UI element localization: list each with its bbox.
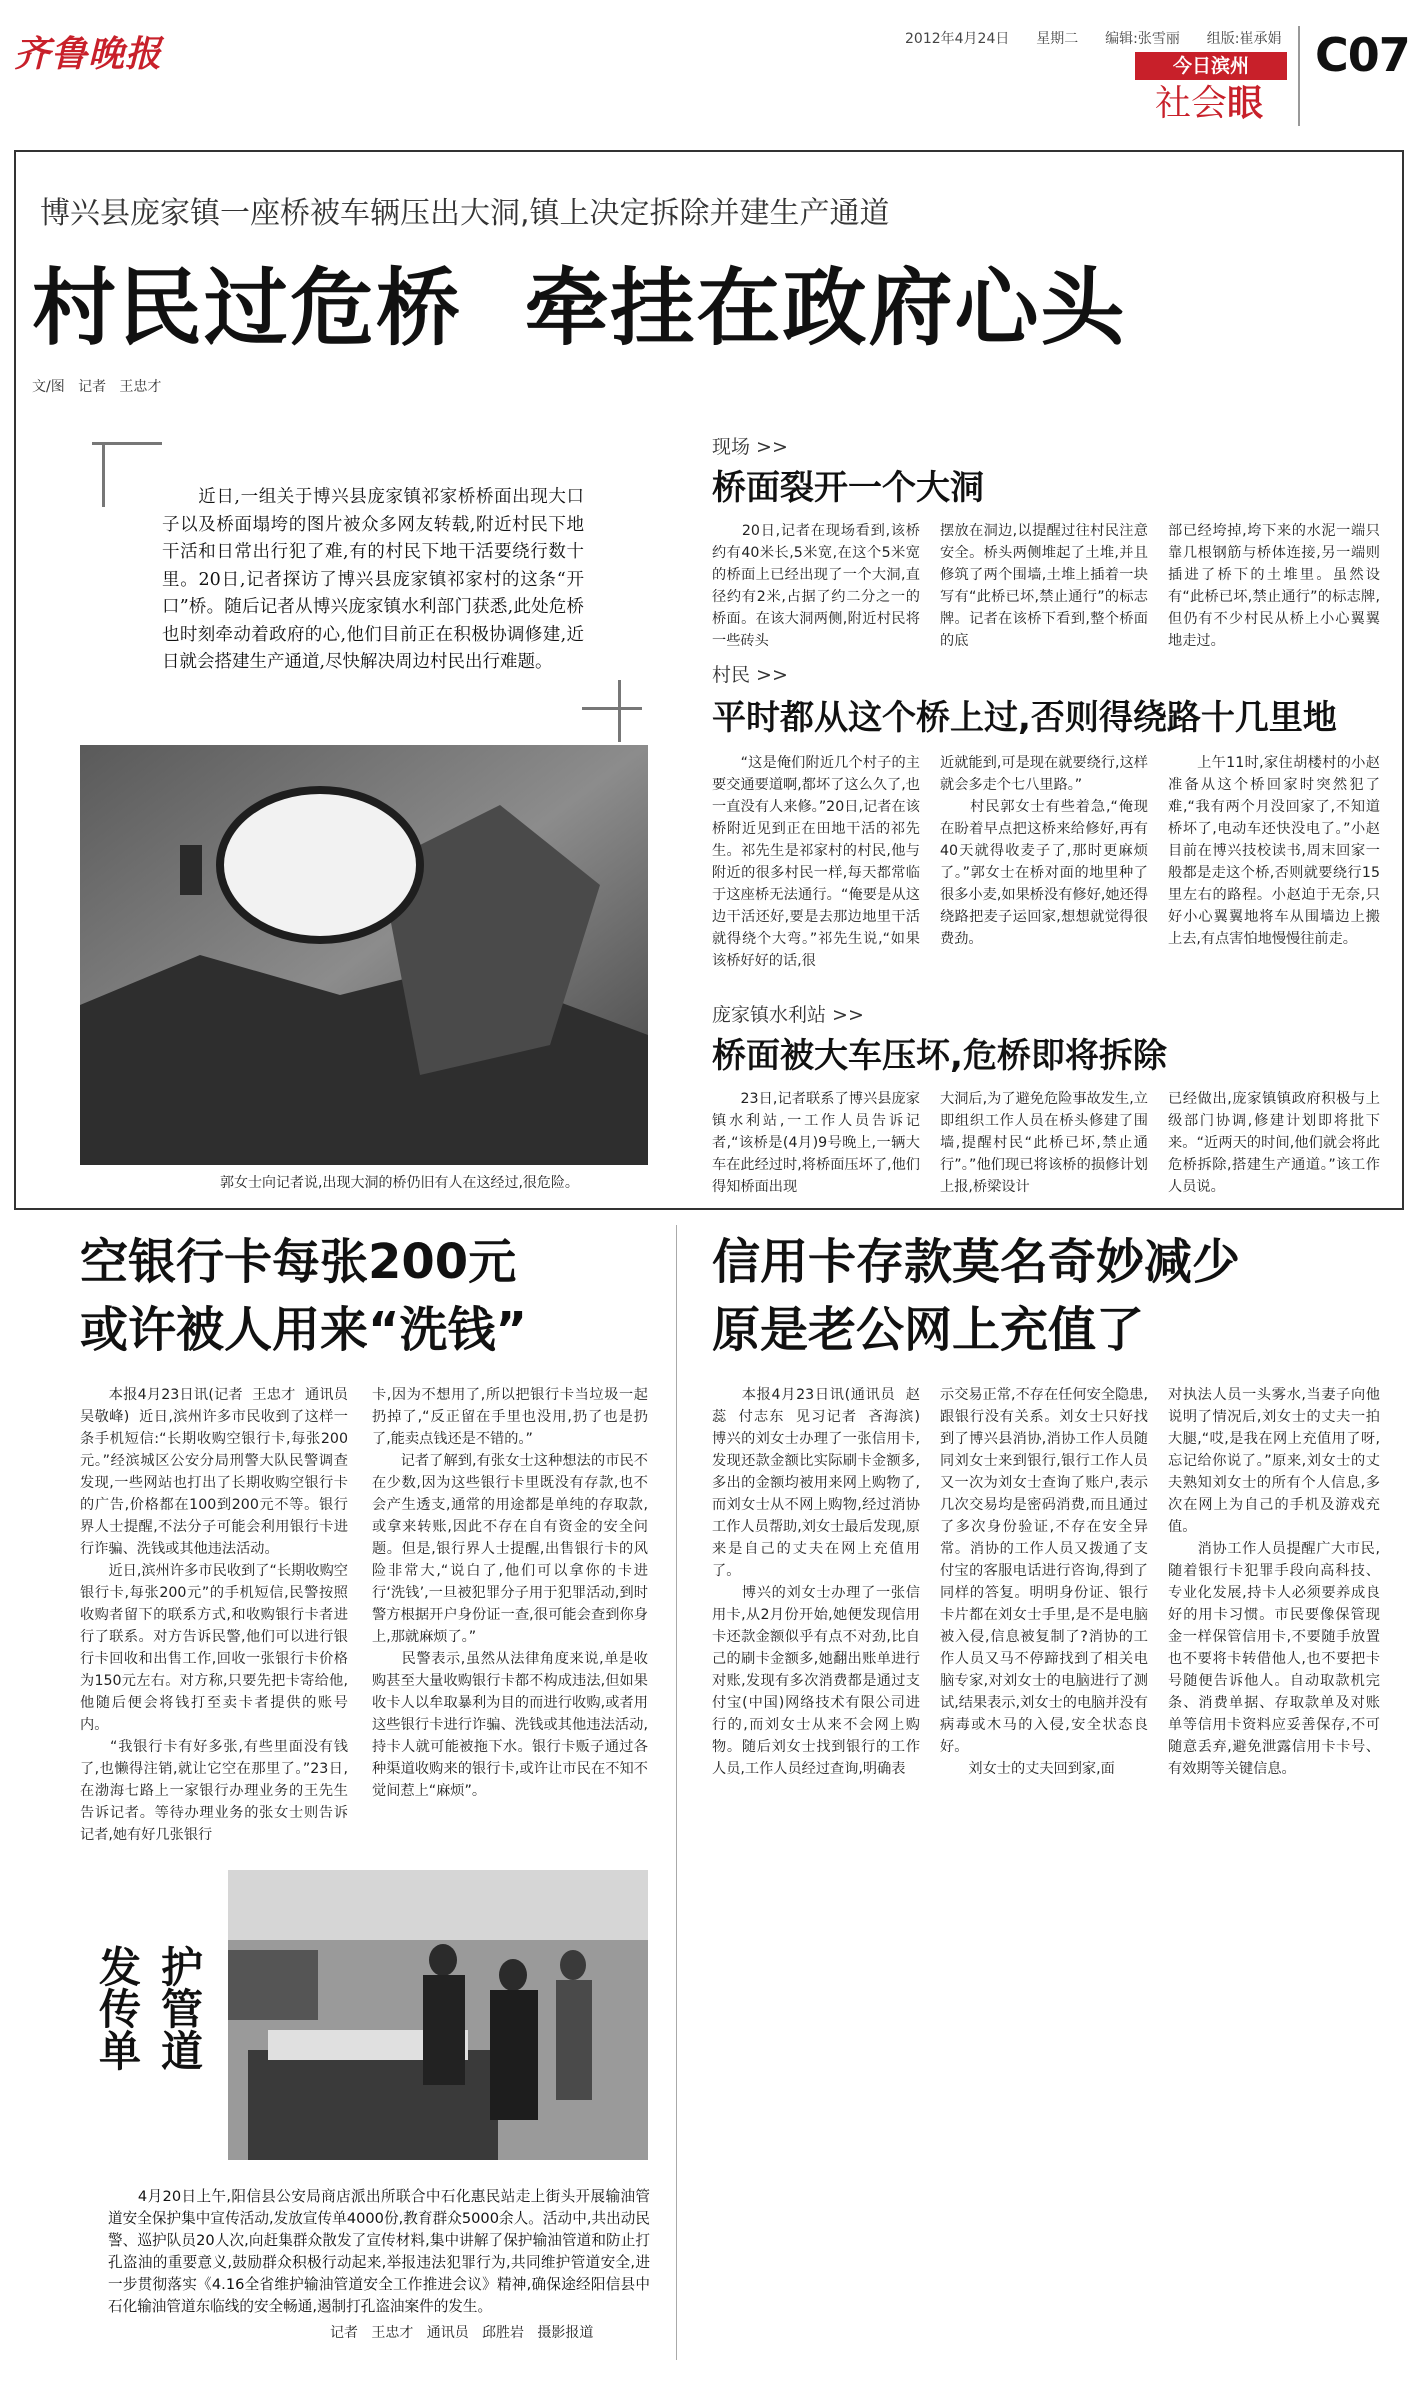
editor: 编辑:张雪丽 [1105,31,1180,47]
scene-column-1: 20日,记者在现场看到,该桥约有40米长,5米宽,在这个5米宽的桥面上已经出现了一个大洞,直径约有2米,占据了约二分之一的桥面。在该大洞两侧,附近村民将一些砖头 [712,523,920,649]
weekday: 星期二 [1036,31,1079,47]
story-three-headline-line1: 信用卡存款莫名奇妙减少 [712,1234,1241,1290]
section-name [1155,82,1263,126]
lead-headline: 村民过危桥 牵挂在政府心头 [32,259,1127,357]
story-two-column-2: 卡,因为不想用了,所以把银行卡当垃圾一起扔掉了,“反正留在手里也没用,扔了也是扔了,能卖点钱还是不错的。” 记者了解到,有张女士这种想法的市民不在少数,因为这些银行卡里既没有存款,也不会产生透支,通常的用途都是单纯的存取款,或拿来转账,因此不存在自有资金的安全问题。但是,银行界人士提醒,出售银行卡的风险非常大,“说白了,他们可以拿你的卡进行‘洗钱’,一旦被犯罪分子用于犯罪活动,到时警方根据开户身份证一查,很可能会查到你身上,那就麻烦了。” 民警表示,虽然从法律角度来说,单是收购甚至大量收购银行卡都不构成违法,但如果收卡人以牟取暴利为目的而进行收购,或者用这些银行卡进行诈骗、洗钱或其他违法活动,持卡人就可能被拖下水。银行卡贩子通过各种渠道收购来的银行卡,或许让市民在不知不觉间惹上“麻烦”。 [372,1387,648,1799]
photo-news-caption: 4月20日上午,阳信县公安局商店派出所联合中石化惠民站走上街头开展输油管道安全保护集中宣传活动,发放宣传单4000份,教育群众5000余人。活动中,共出动民警、巡护队员20人次,向赶集群众散发了宣传材料,集中讲解了保护输油管道和防止打孔盗油的重要意义,鼓励群众积极行动起来,举报违法犯罪行为,共同维护管道安全,进一步贯彻落实《4.16全省维护输油管道安全工作推进会议》精神,确保途经阳信县中石化输油管道东临线的安全畅通,遏制打孔盗油案件的发生。 [108,2188,650,2315]
photo-news-vertical-title-2: 发传单 [93,1945,142,2071]
section-label-villagers: 村民 >> [712,664,788,686]
villagers-column-3: 上午11时,家住胡楼村的小赵准备从这个桥回家时突然犯了难,“我有两个月没回家了,不知道桥坏了,电动车还快没电了。”小赵目前在博兴技校读书,周末回家一般都是走这个桥,否则就要绕行15里左右的路程。小赵迫于无奈,只好小心翼翼地将车从围墙边上搬上去,有点害怕地慢慢往前走。 [1168,755,1380,947]
villagers-column-2: 近就能到,可是现在就要绕行,这样就会多走个七八里路。” 村民郭女士有些着急,“俺现在盼着早点把这桥来给修好,再有40天就得收麦子了,那时更麻烦了。”郭女士在桥对面的地里种了很多小麦,如果桥没有修好,她还得绕路把麦子运回家,想想就觉得很费劲。 [940,755,1148,947]
story-three-headline [712,1228,1240,1364]
section-eye: 眼 [1227,83,1264,124]
story-two-column-1: 本报4月23日讯(记者 王忠才 通讯员 吴敬峰) 近日,滨州许多市民收到了这样一条手机短信:“长期收购空银行卡,每张200元。”经滨城区公安分局刑警大队民警调查发现,一些网站也打出了长期收购空银行卡的广告,价格都在100到200元不等。银行界人士提醒,不法分子可能会利用银行卡进行诈骗、洗钱或其他违法活动。 近日,滨州许多市民收到了“长期收购空银行卡,每张200元”的手机短信,民警按照收购者留下的联系方式,和收购银行卡者进行了联系。对方告诉民警,他们可以进行银行卡回收和出售工作,回收一张银行卡价格为150元左右。对方称,只要先把卡寄给他,他随后便会将钱打至卖卡者提供的账号内。 “我银行卡有好多张,有些里面没有钱了,也懒得注销,就让它空在那里了。”23日,在渤海七路上一家银行办理业务的王先生告诉记者。等待办理业务的张女士则告诉记者,她有好几张银行 [80,1387,348,1843]
lead-photo-caption: 郭女士向记者说,出现大洞的桥仍旧有人在这经过,很危险。 [220,1175,579,1191]
water-station-column-2: 大洞后,为了避免危险事故发生,立即组织工作人员在桥头修建了围墙,提醒村民“此桥已坏,禁止通行”。”他们现已将该桥的损修计划上报,桥梁设计 [940,1091,1148,1195]
lead-subtitle: 博兴县庞家镇一座桥被车辆压出大洞,镇上决定拆除并建生产通道 [40,196,890,231]
bridge-hole-photo [80,745,648,1165]
masthead-info [905,28,1282,48]
corner-mark-bottom-vertical [618,680,621,742]
story-three-headline-line2: 原是老公网上充值了 [712,1302,1145,1358]
page-number: C07 [1315,28,1410,82]
column-rule [676,1225,677,2360]
story-three-column-3: 对执法人员一头雾水,当妻子向他说明了情况后,刘女士的丈夫一拍大腿,“哎,是我在网上充值用了呀,忘记给你说了。”原来,刘女士的丈夫熟知刘女士的所有个人信息,多次在网上为自己的手机及游戏充值。 消协工作人员提醒广大市民,随着银行卡犯罪手段向高科技、专业化发展,持卡人必须要养成良好的用卡习惯。市民要像保管现金一样保管信用卡,不要随手放置也不要将卡转借他人,也不要把卡号随便告诉他人。自动取款机完条、消费单据、存取款单及对账单等信用卡资料应妥善保存,不可随意丢弃,避免泄露信用卡卡号、有效期等关键信息。 [1168,1387,1380,1777]
scene-column-3: 部已经垮掉,垮下来的水泥一端只靠几根钢筋与桥体连接,另一端则插进了桥下的土堆里。虽然设有“此桥已坏,禁止通行”的标志牌,但仍有不少村民从桥上小心翼翼地走过。 [1168,523,1380,649]
layout-editor: 组版:崔承娟 [1206,31,1282,47]
photo-news-vertical-title-1: 护管道 [155,1945,204,2071]
police-leaflet-photo [228,1870,648,2160]
section-heading-villagers: 平时都从这个桥上过,否则得绕路十几里地 [712,698,1337,738]
masthead-divider [1298,26,1300,126]
water-station-column-1: 23日,记者联系了博兴县庞家镇水利站,一工作人员告诉记者,“该桥是(4月)9号晚上,一辆大车在此经过时,将桥面压坏了,他们得知桥面出现 [712,1091,920,1195]
section-heading-water-station: 桥面被大车压坏,危桥即将拆除 [712,1036,1167,1076]
lead-byline: 文/图 记者 王忠才 [32,379,162,395]
story-three-column-2: 示交易正常,不存在任何安全隐患,跟银行没有关系。刘女士只好找到了博兴县消协,消协工作人员随同刘女士来到银行,银行工作人员又一次为刘女士查询了账户,表示几次交易均是密码消费,而且通过了多次身份验证,不存在安全异常。消协的工作人员又拨通了支付宝的客服电话进行咨询,得到了同样的答复。明明身份证、银行卡片都在刘女士手里,是不是电脑被入侵,信息被复制了?消协的工作人员又马不停蹄找到了相关电脑专家,对刘女士的电脑进行了测试,结果表示,刘女士的电脑并没有病毒或木马的入侵,安全状态良好。 刘女士的丈夫回到家,面 [940,1387,1148,1777]
villagers-column-1: “这是俺们附近几个村子的主要交通要道啊,都坏了这么久了,也一直没有人来修。”20日,记者在该桥附近见到正在田地干活的祁先生。祁先生是祁家村的村民,他与附近的很多村民一样,每天都常临于这座桥无法通行。“俺要是从这边干活还好,要是去那边地里干活就得绕个大弯。”祁先生说,“如果该桥好好的话,很 [712,755,920,969]
photo-news-image [228,1870,648,2160]
section-label-water-station: 庞家镇水利站 >> [712,1004,864,1026]
scene-column-2: 摆放在洞边,以提醒过往村民注意安全。桥头两侧堆起了土堆,并且修筑了两个围墙,土堆上插着一块写有“此桥已坏,禁止通行”的标志牌。记者在该桥下看到,整个桥面的底 [940,523,1148,649]
date: 2012年4月24日 [905,31,1010,47]
story-two-headline [80,1228,527,1364]
section-label-scene: 现场 >> [712,436,788,458]
lead-photo-broken-bridge [80,745,648,1165]
corner-mark-bottom [582,707,642,710]
section-heading-scene: 桥面裂开一个大洞 [712,468,984,508]
section-name-text: 社会 [1155,83,1228,124]
story-two-headline-line1: 空银行卡每张200元 [80,1234,517,1290]
water-station-column-3: 已经做出,庞家镇镇政府积极与上级部门协调,修建计划即将批下来。“近两天的时间,他们就会将此危桥拆除,搭建生产通道。”该工作人员说。 [1168,1091,1380,1195]
corner-mark-top-vertical [102,442,105,507]
story-three-column-1: 本报4月23日讯(通讯员 赵蕊 付志东 见习记者 吝海滨) 博兴的刘女士办理了一张信用卡,发现还款金额比实际刷卡金额多,多出的金额均被用来网上购物了,而刘女士从不网上购物,经过消协工作人员帮助,刘女士最后发现,原来是自己的丈夫在网上充值用了。 博兴的刘女士办理了一张信用卡,从2月份开始,她便发现信用卡还款金额似乎有点不对劲,比自己的刷卡金额多,她翻出账单进行对账,发现有多次消费都是通过支付宝(中国)网络技术有限公司进行的,而刘女士从来不会网上购物。随后刘女士找到银行的工作人员,工作人员经过查询,明确表 [712,1387,920,1777]
story-two-headline-line2: 或许被人用来“洗钱” [80,1302,528,1358]
lead-intro: 近日,一组关于博兴县庞家镇祁家桥桥面出现大口子以及桥面塌垮的图片被众多网友转载,附近村民下地干活和日常出行犯了难,有的村民下地干活要绕行数十里。20日,记者探访了博兴县庞家镇祁家村的这条“开口”桥。随后记者从博兴庞家镇水利部门获悉,此处危桥也时刻牵动着政府的心,他们目前正在积极协调修建,近日就会搭建生产通道,尽快解决周边村民出行难题。 [162,487,584,672]
section-tag: 今日滨州 [1135,52,1287,80]
paper-name-logo: 齐鲁晚报 [14,33,163,75]
photo-news-credit: 记者 王忠才 通讯员 邱胜岩 摄影报道 [330,2325,594,2341]
